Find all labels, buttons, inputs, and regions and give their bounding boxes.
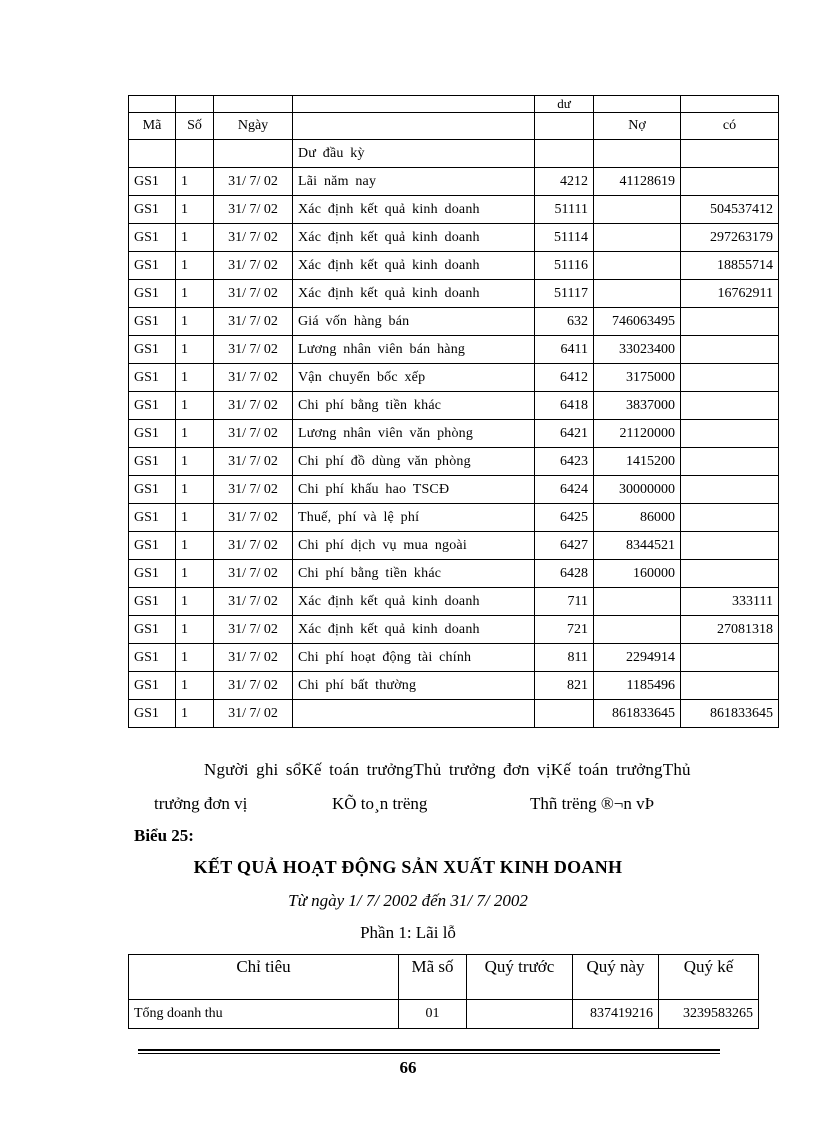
this-quarter-cell: 837419216 [573,1000,659,1029]
ledger-row [129,420,779,448]
code-cell: GS1 [129,252,176,280]
ledger-row [129,448,779,476]
credit-cell [681,392,779,420]
credit-cell [681,336,779,364]
signature-line-1: Người ghi sổKế toán trưởngThủ trưởng đơn vịKế toán trưởngThủ [204,760,691,779]
ledger-row [129,476,779,504]
description-cell: Lãi năm nay [293,168,535,196]
credit-cell: 16762911 [681,280,779,308]
debit-cell: 86000 [594,504,681,532]
report-label: Biểu 25: [134,826,194,845]
credit-cell [681,308,779,336]
page-number: 66 [399,1058,417,1077]
account-cell: 6423 [535,448,594,476]
header-blank [535,113,594,140]
debit-cell [594,280,681,308]
code-cell: GS1 [129,588,176,616]
header-this-quarter: Quý này [573,955,659,1000]
account-cell: 51114 [535,224,594,252]
date-cell: 31/ 7/ 02 [214,560,293,588]
debit-cell: 1415200 [594,448,681,476]
debit-cell: 21120000 [594,420,681,448]
ledger-row [129,308,779,336]
debit-cell: 8344521 [594,532,681,560]
date-cell: 31/ 7/ 02 [214,336,293,364]
cell-blank [535,140,594,168]
footer-rule-thick [138,1049,720,1051]
code-cell: GS1 [129,280,176,308]
account-cell: 4212 [535,168,594,196]
description-cell: Xác định kết quả kinh doanh [293,252,535,280]
debit-cell [594,224,681,252]
code-cell: GS1 [129,644,176,672]
cell-blank [176,140,214,168]
description-cell: Chi phí bất thường [293,672,535,700]
code-cell: GS1 [129,308,176,336]
date-cell: 31/ 7/ 02 [214,672,293,700]
ledger-row [129,196,779,224]
code-cell: GS1 [129,672,176,700]
opening-balance-row [129,140,779,168]
description-cell: Xác định kết quả kinh doanh [293,224,535,252]
number-cell: 1 [176,700,214,728]
number-cell: 1 [176,476,214,504]
debit-cell: 746063495 [594,308,681,336]
header-account-label: dư [535,96,594,113]
header-cumulative: Quý kế [659,955,759,1000]
credit-cell: 297263179 [681,224,779,252]
ledger-row [129,280,779,308]
credit-cell: 333111 [681,588,779,616]
number-cell: 1 [176,308,214,336]
code-cell: GS1 [129,700,176,728]
description-cell: Chi phí bằng tiền khác [293,560,535,588]
ledger-row [129,252,779,280]
ledger-row [129,588,779,616]
credit-cell [681,672,779,700]
date-cell: 31/ 7/ 02 [214,364,293,392]
debit-cell: 160000 [594,560,681,588]
number-cell: 1 [176,364,214,392]
date-cell: 31/ 7/ 02 [214,224,293,252]
number-cell: 1 [176,644,214,672]
ledger-row [129,532,779,560]
description-cell: Chi phí bằng tiền khác [293,392,535,420]
account-cell: 6425 [535,504,594,532]
header-prev-quarter: Quý trước [467,955,573,1000]
number-cell: 1 [176,560,214,588]
date-cell: 31/ 7/ 02 [214,532,293,560]
account-cell: 711 [535,588,594,616]
ledger-row [129,672,779,700]
debit-cell: 3837000 [594,392,681,420]
header-code: Mã số [399,955,467,1000]
ledger-row [129,616,779,644]
date-cell: 31/ 7/ 02 [214,448,293,476]
account-cell: 51111 [535,196,594,224]
credit-cell [681,644,779,672]
description-cell: Xác định kết quả kinh doanh [293,196,535,224]
header-credit: có [681,113,779,140]
credit-cell [681,168,779,196]
ledger-row [129,560,779,588]
debit-cell: 861833645 [594,700,681,728]
ledger-row [129,700,779,728]
code-cell: GS1 [129,616,176,644]
number-cell: 1 [176,448,214,476]
ledger-row [129,168,779,196]
debit-cell [594,588,681,616]
opening-balance-label: Dư đầu kỳ [293,140,535,168]
description-cell: Chi phí đồ dùng văn phòng [293,448,535,476]
debit-cell: 2294914 [594,644,681,672]
cell-blank [594,140,681,168]
code-cell: GS1 [129,336,176,364]
ledger-header-row-1 [129,96,779,113]
description-cell: Chi phí dịch vụ mua ngoài [293,532,535,560]
description-cell: Xác định kết quả kinh doanh [293,280,535,308]
code-cell: GS1 [129,196,176,224]
signature-line-2-part-1: trưởng đơn vị [154,794,248,813]
date-cell: 31/ 7/ 02 [214,308,293,336]
description-cell: Thuế, phí và lệ phí [293,504,535,532]
code-cell: GS1 [129,420,176,448]
date-cell: 31/ 7/ 02 [214,252,293,280]
credit-cell [681,560,779,588]
debit-cell: 3175000 [594,364,681,392]
credit-cell [681,532,779,560]
credit-cell [681,448,779,476]
header-blank [293,113,535,140]
cell-blank [681,140,779,168]
report-title: KẾT QUẢ HOẠT ĐỘNG SẢN XUẤT KINH DOANH [193,857,623,877]
account-cell: 632 [535,308,594,336]
date-cell: 31/ 7/ 02 [214,700,293,728]
account-cell: 6427 [535,532,594,560]
code-cell: GS1 [129,364,176,392]
number-cell: 1 [176,504,214,532]
ledger-header-row-2 [129,113,779,140]
header-blank [681,96,779,113]
account-cell: 6418 [535,392,594,420]
code-cell: GS1 [129,560,176,588]
account-cell: 821 [535,672,594,700]
item-cell: Tổng doanh thu [129,1000,399,1029]
header-blank [293,96,535,113]
code-cell: 01 [399,1000,467,1029]
number-cell: 1 [176,280,214,308]
date-cell: 31/ 7/ 02 [214,476,293,504]
code-cell: GS1 [129,504,176,532]
header-blank [214,96,293,113]
number-cell: 1 [176,532,214,560]
header-blank [594,96,681,113]
debit-cell [594,616,681,644]
code-cell: GS1 [129,168,176,196]
code-cell: GS1 [129,448,176,476]
description-cell [293,700,535,728]
description-cell: Lương nhân viên văn phòng [293,420,535,448]
footer-rule-thin [138,1053,720,1054]
general-ledger-table [128,95,779,728]
header-item: Chỉ tiêu [129,955,399,1000]
results-header-row [129,955,759,1000]
date-cell: 31/ 7/ 02 [214,196,293,224]
account-cell: 721 [535,616,594,644]
description-cell: Chi phí hoạt động tài chính [293,644,535,672]
number-cell: 1 [176,616,214,644]
code-cell: GS1 [129,392,176,420]
date-cell: 31/ 7/ 02 [214,168,293,196]
date-cell: 31/ 7/ 02 [214,504,293,532]
account-cell: 811 [535,644,594,672]
credit-cell: 18855714 [681,252,779,280]
cell-blank [129,140,176,168]
description-cell: Giá vốn hàng bán [293,308,535,336]
credit-cell: 504537412 [681,196,779,224]
debit-cell: 41128619 [594,168,681,196]
debit-cell [594,252,681,280]
header-number: Số [176,113,214,140]
description-cell: Xác định kết quả kinh doanh [293,588,535,616]
date-cell: 31/ 7/ 02 [214,616,293,644]
credit-cell: 861833645 [681,700,779,728]
signature-line-2-part-2: KÕ to¸n trëng [332,794,428,813]
date-cell: 31/ 7/ 02 [214,280,293,308]
number-cell: 1 [176,252,214,280]
account-cell: 6424 [535,476,594,504]
results-row [129,1000,759,1029]
account-cell: 51116 [535,252,594,280]
number-cell: 1 [176,336,214,364]
ledger-row [129,336,779,364]
ledger-row [129,504,779,532]
date-cell: 31/ 7/ 02 [214,420,293,448]
debit-cell: 1185496 [594,672,681,700]
description-cell: Lương nhân viên bán hàng [293,336,535,364]
debit-cell: 33023400 [594,336,681,364]
ledger-row [129,224,779,252]
account-cell [535,700,594,728]
date-cell: 31/ 7/ 02 [214,588,293,616]
number-cell: 1 [176,588,214,616]
account-cell: 51117 [535,280,594,308]
description-cell: Chi phí khấu hao TSCĐ [293,476,535,504]
number-cell: 1 [176,196,214,224]
date-cell: 31/ 7/ 02 [214,392,293,420]
report-period: Từ ngày 1/ 7/ 2002 đến 31/ 7/ 2002 [288,891,528,910]
debit-cell [594,196,681,224]
credit-cell [681,364,779,392]
description-cell: Xác định kết quả kinh doanh [293,616,535,644]
account-cell: 6411 [535,336,594,364]
ledger-row [129,644,779,672]
code-cell: GS1 [129,476,176,504]
number-cell: 1 [176,224,214,252]
number-cell: 1 [176,420,214,448]
code-cell: GS1 [129,224,176,252]
header-date: Ngày [214,113,293,140]
header-blank [129,96,176,113]
header-blank [176,96,214,113]
header-code: Mã [129,113,176,140]
section-title: Phần 1: Lãi lỗ [360,923,456,942]
credit-cell [681,476,779,504]
signature-line-2-part-3: Thñ trëng ®¬n vÞ [530,794,655,813]
number-cell: 1 [176,392,214,420]
results-table [128,954,759,1029]
prev-quarter-cell [467,1000,573,1029]
credit-cell: 27081318 [681,616,779,644]
cell-blank [214,140,293,168]
number-cell: 1 [176,672,214,700]
account-cell: 6428 [535,560,594,588]
date-cell: 31/ 7/ 02 [214,644,293,672]
account-cell: 6421 [535,420,594,448]
code-cell: GS1 [129,532,176,560]
header-debit: Nợ [594,113,681,140]
ledger-row [129,392,779,420]
account-cell: 6412 [535,364,594,392]
credit-cell [681,420,779,448]
description-cell: Vận chuyển bốc xếp [293,364,535,392]
ledger-row [129,364,779,392]
credit-cell [681,504,779,532]
debit-cell: 30000000 [594,476,681,504]
number-cell: 1 [176,168,214,196]
cumulative-cell: 3239583265 [659,1000,759,1029]
